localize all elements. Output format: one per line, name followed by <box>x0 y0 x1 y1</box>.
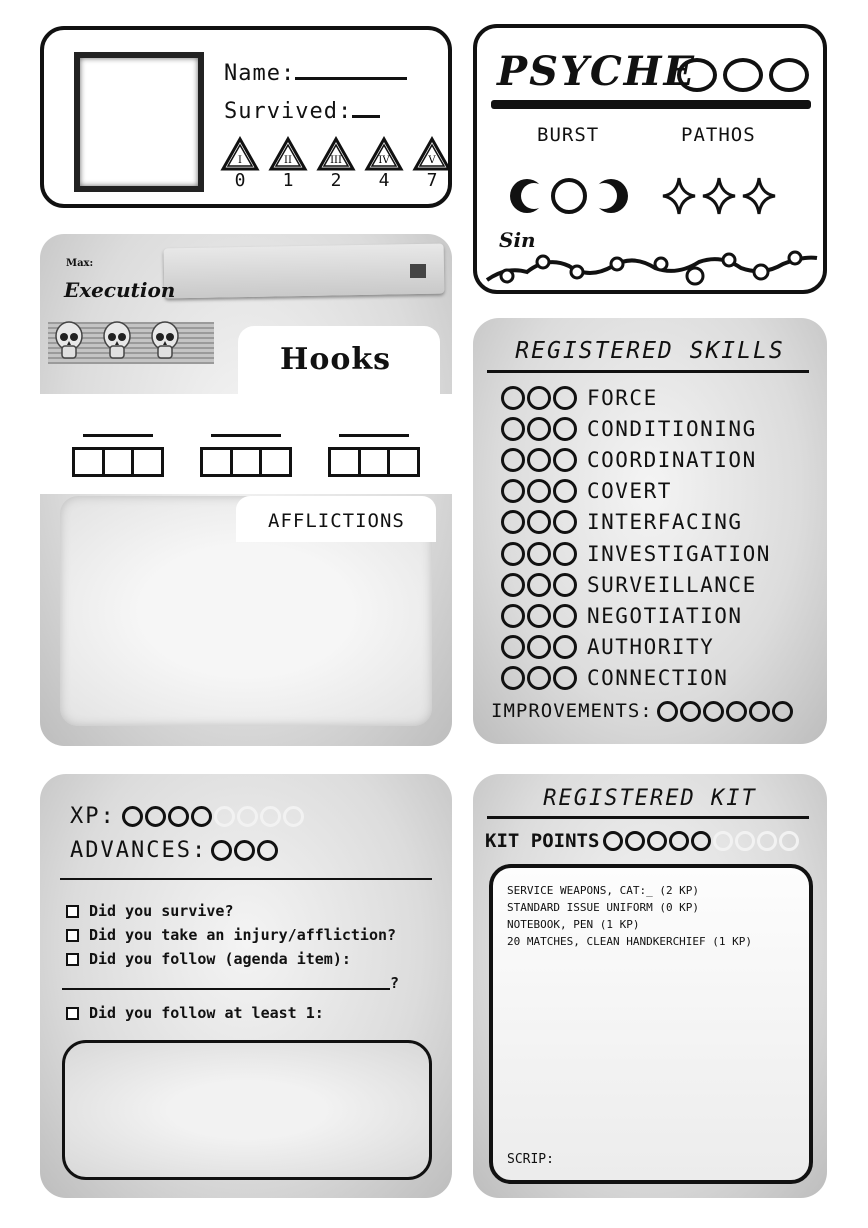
skill-dot[interactable] <box>501 510 525 534</box>
question-text: Did you follow (agenda item): <box>89 950 351 968</box>
rank-track <box>218 136 454 190</box>
triangle-icon <box>412 136 452 172</box>
psyche-title: PSYCHE <box>497 48 696 95</box>
name-field[interactable] <box>224 60 407 86</box>
skill-row <box>501 507 771 538</box>
rank-numeral: V <box>428 155 436 166</box>
rank-numeral: II <box>284 155 292 166</box>
psyche-divider <box>491 100 811 109</box>
skull-icon[interactable] <box>102 320 132 362</box>
skill-name: CONNECTION <box>587 666 729 691</box>
skill-name: FORCE <box>587 385 658 410</box>
paper-clip-icon <box>410 264 426 278</box>
hook-box[interactable] <box>262 450 289 474</box>
improvement-dots <box>657 701 793 722</box>
skill-dot[interactable] <box>553 386 577 410</box>
checkbox[interactable] <box>66 905 79 918</box>
triangle-icon <box>268 136 308 172</box>
kit-item: 20 MATCHES, CLEAN HANDKERCHIEF (1 KP) <box>507 935 753 948</box>
skill-row <box>501 600 771 631</box>
skill-dot[interactable] <box>501 542 525 566</box>
skill-dot[interactable] <box>553 479 577 503</box>
skill-list <box>501 382 771 694</box>
rank-cost: 7 <box>426 170 438 191</box>
kit-list-box[interactable] <box>489 864 813 1184</box>
hook-boxes <box>328 447 420 477</box>
psyche-circle[interactable] <box>723 58 763 92</box>
pathos-label: PATHOS <box>681 124 756 146</box>
improvements-row <box>491 700 803 722</box>
hooks-title: Hooks <box>280 342 392 377</box>
skill-dot[interactable] <box>527 510 551 534</box>
skill-dots <box>501 448 577 472</box>
xp-dot[interactable] <box>168 806 189 827</box>
question-survive[interactable] <box>66 902 234 920</box>
skill-name: CONDITIONING <box>587 416 757 441</box>
skill-dots <box>501 604 577 628</box>
kit-title: REGISTERED KIT <box>543 786 757 811</box>
improvements-label: IMPROVEMENTS: <box>491 700 653 722</box>
skill-dots <box>501 666 577 690</box>
skills-divider <box>487 370 809 373</box>
skill-name: COVERT <box>587 479 672 504</box>
sin-chain-icon <box>477 236 823 294</box>
advances-label: ADVANCES: <box>70 838 208 863</box>
hook-slot-1[interactable] <box>72 434 164 477</box>
portrait-box[interactable] <box>74 52 204 192</box>
scrip-label: SCRIP: <box>507 1152 554 1167</box>
kit-point-dot[interactable] <box>669 831 689 851</box>
advances-row <box>70 838 288 863</box>
rank-numeral: I <box>238 155 242 166</box>
rank-cost: 0 <box>234 170 246 191</box>
kit-item: STANDARD ISSUE UNIFORM (0 KP) <box>507 901 700 914</box>
identity-panel <box>40 26 452 208</box>
skill-name: INTERFACING <box>587 510 743 535</box>
question-follow-one[interactable] <box>66 1004 324 1022</box>
psyche-circle[interactable] <box>769 58 809 92</box>
xp-notes-box[interactable] <box>62 1040 432 1180</box>
pathos-track <box>661 176 777 216</box>
skull-icon[interactable] <box>150 320 180 362</box>
skill-row <box>501 663 771 694</box>
xp-dot[interactable] <box>260 806 281 827</box>
kit-item: NOTEBOOK, PEN (1 KP) <box>507 918 640 931</box>
rank-cost: 2 <box>330 170 342 191</box>
xp-dot[interactable] <box>145 806 166 827</box>
improvement-dot[interactable] <box>657 701 678 722</box>
skill-dot[interactable] <box>527 386 551 410</box>
kit-point-dot[interactable] <box>647 831 667 851</box>
star-icon[interactable] <box>701 176 737 216</box>
skill-dot[interactable] <box>501 573 525 597</box>
skill-dot[interactable] <box>527 666 551 690</box>
skills-panel <box>473 318 827 744</box>
max-label: Max: <box>66 258 94 269</box>
skill-dot[interactable] <box>553 666 577 690</box>
xp-row <box>70 804 314 829</box>
skill-row <box>501 476 771 507</box>
rank-5[interactable] <box>410 136 454 190</box>
improvement-dot[interactable] <box>726 701 747 722</box>
checkbox[interactable] <box>66 1007 79 1020</box>
skill-dots <box>501 510 577 534</box>
star-icon[interactable] <box>741 176 777 216</box>
psyche-track <box>677 58 809 92</box>
hook-box[interactable] <box>233 450 263 474</box>
hook-slot-3[interactable] <box>328 434 420 477</box>
question-injury[interactable] <box>66 926 396 944</box>
skill-row <box>501 413 771 444</box>
skill-dot[interactable] <box>553 448 577 472</box>
hook-box[interactable] <box>75 450 105 474</box>
skill-dot[interactable] <box>501 417 525 441</box>
skill-name: COORDINATION <box>587 447 757 472</box>
psyche-panel <box>473 24 827 294</box>
skill-dot[interactable] <box>527 542 551 566</box>
agenda-item-line[interactable] <box>62 988 390 990</box>
sin-label: Sin <box>499 228 536 252</box>
skill-dot[interactable] <box>501 479 525 503</box>
star-icon[interactable] <box>661 176 697 216</box>
burst-track <box>507 174 631 218</box>
hook-box[interactable] <box>134 450 161 474</box>
improvement-dot[interactable] <box>772 701 793 722</box>
improvement-dot[interactable] <box>749 701 770 722</box>
kit-point-dot[interactable] <box>713 831 733 851</box>
skill-dot[interactable] <box>527 635 551 659</box>
hook-boxes <box>200 447 292 477</box>
skill-dot[interactable] <box>527 573 551 597</box>
skill-name: NEGOTIATION <box>587 603 743 628</box>
kit-divider <box>487 816 809 819</box>
question-text: Did you follow at least 1: <box>89 1004 324 1022</box>
skill-dot[interactable] <box>527 448 551 472</box>
improvement-dot[interactable] <box>703 701 724 722</box>
hook-slot-2[interactable] <box>200 434 292 477</box>
skill-dots <box>501 635 577 659</box>
hook-box[interactable] <box>105 450 135 474</box>
rank-numeral: IV <box>378 155 390 166</box>
hook-name-line[interactable] <box>339 434 409 437</box>
kit-point-dot[interactable] <box>691 831 711 851</box>
improvement-dot[interactable] <box>680 701 701 722</box>
rank-cost: 4 <box>378 170 390 191</box>
skill-dot[interactable] <box>527 479 551 503</box>
skill-dot[interactable] <box>553 573 577 597</box>
skill-dot[interactable] <box>553 542 577 566</box>
hook-box[interactable] <box>390 450 417 474</box>
rank-numeral: III <box>330 155 342 166</box>
kit-point-dot[interactable] <box>625 831 645 851</box>
advance-dots <box>211 840 278 861</box>
kit-panel <box>473 774 827 1198</box>
skill-row <box>501 538 771 569</box>
skill-dots <box>501 417 577 441</box>
kit-point-dots <box>603 831 799 851</box>
triangle-icon <box>364 136 404 172</box>
skills-title: REGISTERED SKILLS <box>515 338 785 364</box>
question-text: Did you survive? <box>89 902 234 920</box>
skill-dot[interactable] <box>527 417 551 441</box>
kit-point-dot[interactable] <box>603 831 623 851</box>
hook-name-line[interactable] <box>83 434 153 437</box>
xp-dot[interactable] <box>237 806 258 827</box>
skill-dot[interactable] <box>501 666 525 690</box>
rank-4[interactable] <box>362 136 406 190</box>
checkbox[interactable] <box>66 929 79 942</box>
afflictions-title: AFFLICTIONS <box>268 510 405 532</box>
rank-3[interactable] <box>314 136 358 190</box>
skill-row <box>501 382 771 413</box>
hook-box[interactable] <box>361 450 391 474</box>
name-label: Name: <box>224 61 296 86</box>
xp-panel <box>40 774 452 1198</box>
xp-dot[interactable] <box>191 806 212 827</box>
xp-label: XP: <box>70 804 116 829</box>
advance-dot[interactable] <box>234 840 255 861</box>
survived-blank[interactable] <box>352 98 380 118</box>
xp-divider <box>60 878 432 880</box>
survived-label: Survived: <box>224 99 353 124</box>
skill-dot[interactable] <box>553 510 577 534</box>
advance-dot[interactable] <box>211 840 232 861</box>
skill-row <box>501 444 771 475</box>
skill-dot[interactable] <box>501 635 525 659</box>
rank-1[interactable] <box>218 136 262 190</box>
skill-dots <box>501 386 577 410</box>
question-text: Did you take an injury/affliction? <box>89 926 397 944</box>
crescent-moon-icon[interactable] <box>591 174 631 218</box>
rank-2[interactable] <box>266 136 310 190</box>
checkbox[interactable] <box>66 953 79 966</box>
rank-cost: 1 <box>282 170 294 191</box>
kit-point-dot[interactable] <box>757 831 777 851</box>
skill-name: SURVEILLANCE <box>587 572 757 597</box>
hook-boxes <box>72 447 164 477</box>
skill-dot[interactable] <box>501 448 525 472</box>
skill-dot[interactable] <box>553 417 577 441</box>
skill-name: INVESTIGATION <box>587 541 771 566</box>
skill-dot[interactable] <box>527 604 551 628</box>
survived-field[interactable] <box>224 98 380 124</box>
skill-dots <box>501 479 577 503</box>
skill-dots <box>501 542 577 566</box>
skill-dot[interactable] <box>501 604 525 628</box>
kit-item: SERVICE WEAPONS, CAT:_ (2 KP) <box>507 884 700 897</box>
name-blank[interactable] <box>295 60 407 80</box>
skill-dots <box>501 573 577 597</box>
xp-dot[interactable] <box>122 806 143 827</box>
xp-dot[interactable] <box>283 806 304 827</box>
execution-title: Execution <box>64 278 176 302</box>
kit-points-row <box>485 830 809 852</box>
skill-dot[interactable] <box>553 604 577 628</box>
execution-track <box>54 320 180 362</box>
kit-items <box>507 882 752 950</box>
execution-paper-strip <box>164 244 445 299</box>
triangle-icon <box>220 136 260 172</box>
xp-dot[interactable] <box>214 806 235 827</box>
question-agenda[interactable] <box>66 950 351 968</box>
skull-icon[interactable] <box>54 320 84 362</box>
advance-dot[interactable] <box>257 840 278 861</box>
psyche-circle[interactable] <box>677 58 717 92</box>
triangle-icon <box>316 136 356 172</box>
execution-hooks-panel <box>40 234 452 746</box>
circle-moon-icon[interactable] <box>549 174 589 218</box>
kit-point-dot[interactable] <box>735 831 755 851</box>
skill-row <box>501 632 771 663</box>
agenda-question-mark: ? <box>390 974 400 992</box>
skill-dot[interactable] <box>501 386 525 410</box>
kit-point-dot[interactable] <box>779 831 799 851</box>
skill-name: AUTHORITY <box>587 635 715 660</box>
hook-box[interactable] <box>331 450 361 474</box>
skill-row <box>501 569 771 600</box>
hook-box[interactable] <box>203 450 233 474</box>
crescent-moon-icon[interactable] <box>507 174 547 218</box>
xp-dots <box>122 806 304 827</box>
burst-label: BURST <box>537 124 600 146</box>
kit-points-label: KIT POINTS <box>485 830 600 852</box>
hook-name-line[interactable] <box>211 434 281 437</box>
skill-dot[interactable] <box>553 635 577 659</box>
